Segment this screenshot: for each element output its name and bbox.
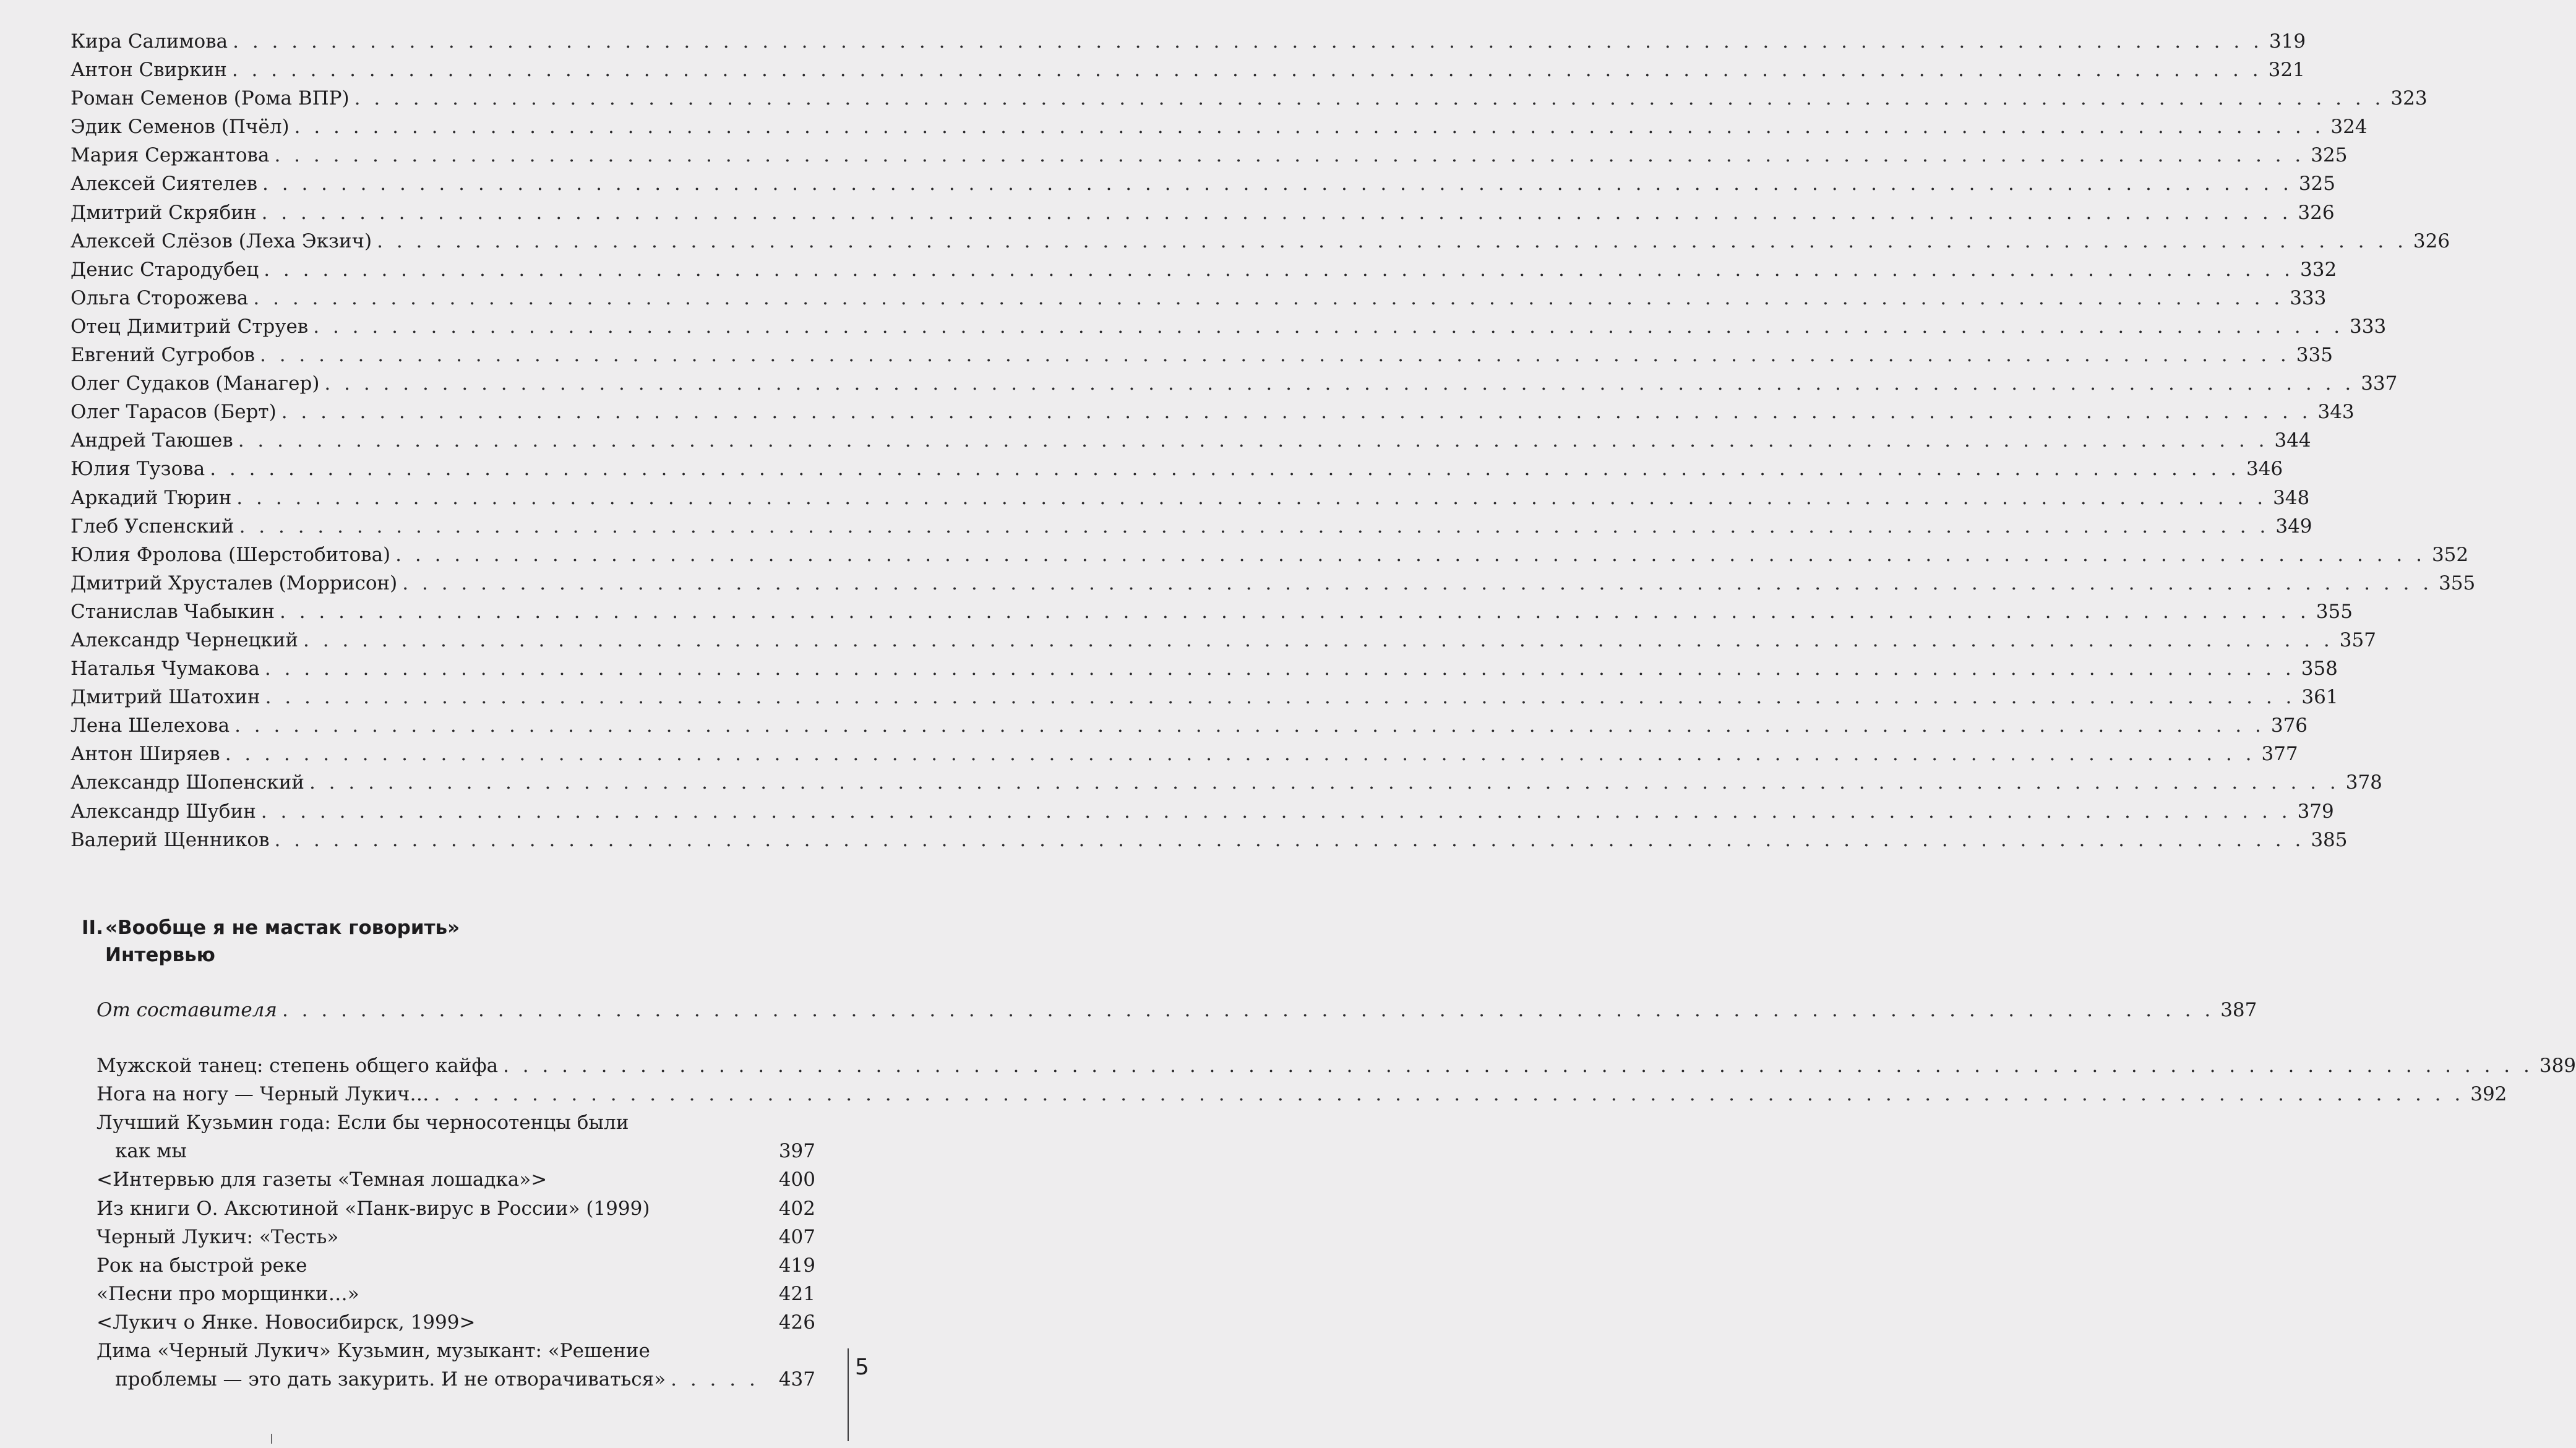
toc-entry xyxy=(71,227,2450,255)
leader-dots: . . . . . . . . . . . . . . . . . . . . . . . . . . . . . . . . . . . . . . . . . . . . . . . . . . . . . . . . . . . . . . . . . . . . . . . . . . . . . . . . . . . . . . . . . . . . . . . . . . . . . . . . xyxy=(261,201,2292,224)
toc-entry-title: Антон Ширяев xyxy=(71,743,220,766)
toc-entry-title: Александр Шубин xyxy=(71,800,256,823)
toc-entry xyxy=(97,1308,815,1337)
leader-dots: . . . . . . . . . . . . . . . . . . . . . . . . . . . . . . . . . . . . . . . . . . . . . . . . . . . . . . . . . . . . . . . . . . . . . . . . . . . . . . . . . . . . . . . . . . . . . . . . . . . . . . . . xyxy=(260,344,2290,367)
leader-dots: . . . . . . . . . . . . . . . . . . . . . . . . . . . . . . . . . . . . . . . . . . . . . . . . . . . . . . . . . . . . . . . . . . . . . . . . . . . . . . . . . . . . . . . . . . . . . . . . . . . . . . . . xyxy=(236,486,2267,509)
leader-dots: . . . . . . . . . . . . . . . . . . . . . . . . . . . . . . . . . . . . . . . . . . . . . . . . . . . . . . . . . . . . . . . . . . . . . . . . . . . . . . . . . . . . . . . . . . . . . . . . . . . . . . . . xyxy=(324,372,2355,395)
toc-entry xyxy=(97,1251,815,1280)
toc-entry-page: 377 xyxy=(2261,743,2298,766)
leader-dots: . . . . . . . . . . . . . . . . . . . . . . . . . . . . . . . . . . . . . . . . . . . . . . . . . . . . . . . . . . . . . . . . . . . . . . . . . . . . . . . . . . . . . . . . . . . . . . . . . . . . . . . . xyxy=(239,515,2270,538)
leader-dots: . . . . . . . . . . . . . . . . . . . . . . . . . . . . . . . . . . . . . . . . . . . . . . . . . . . . . . . . . . . . . . . . . . . . . . . . . . . . . . . . . . . . . . . . . . . . . . . . . . . . . . . . xyxy=(354,87,2385,110)
toc-entry-page: 358 xyxy=(2301,658,2338,680)
toc-entry-page: 361 xyxy=(2301,686,2338,709)
leader-dots: . . . . . . . . . . . . . . . . . . . . . . . . . . . . . . . . . . . . . . . . . . . . . . . . . . . . . . . . . . . . . . . . . . . . . . . . . . . . . . . . . . . . . . . . . . . . . . . . . . . . . . . . xyxy=(264,658,2295,680)
toc-entry-page: 376 xyxy=(2270,714,2308,737)
toc-entry xyxy=(71,255,2337,284)
toc-entry-title: Валерий Щенников xyxy=(71,828,270,851)
toc-entry-title: Александр Чернецкий xyxy=(71,628,298,651)
toc-entry-title: «Песни про морщинки…» xyxy=(97,1282,359,1305)
toc-group-a xyxy=(97,1052,2576,1108)
toc-entry-title: Андрей Таюшев xyxy=(71,429,233,452)
toc-entry xyxy=(71,797,2334,826)
toc-entry xyxy=(71,199,2335,227)
toc-entry xyxy=(71,84,2428,113)
toc-entry-title-continued: проблемы — это дать закурить. И не отворачиваться» xyxy=(115,1368,666,1391)
toc-entry-page: 323 xyxy=(2390,87,2428,110)
toc-entry-title: Нога на ногу — Черный Лукич… xyxy=(97,1083,429,1106)
toc-entry-page: 397 xyxy=(778,1140,815,1163)
section-number: II. xyxy=(82,917,103,939)
toc-entry-title: Евгений Сугробов xyxy=(71,344,255,367)
toc-entry-title: <Интервью для газеты «Темная лошадка»> xyxy=(97,1168,547,1191)
leader-dots: . . . . . . . . . . . . . . . . . . . . . . . . . . . . . . . . . . . . . . . . . . . . . . . . . . . . . . . . . . . . . . . . . . . . . . . . . . . . . . . . . . . . . . . . . . . . . . . . . . . . . . . . xyxy=(395,543,2426,566)
toc-entry-page: 400 xyxy=(778,1168,815,1191)
toc-entry-page: 437 xyxy=(778,1368,815,1391)
toc-entry xyxy=(71,512,2312,541)
toc-entry xyxy=(71,369,2398,398)
toc-entry-page: 392 xyxy=(2470,1083,2507,1106)
toc-entry xyxy=(71,312,2387,341)
leader-dots: . . . . . . . . . . . . . . . . . . . . . . . . . . . . . . . . . . . . . . . . . . . . . . . . . . . . . . . . . . . . . . . . . . . . . . . . . . . . . . . . . . . . . . . . . . . . . . . . . . . xyxy=(281,999,2215,1021)
toc-entry-page: 379 xyxy=(2297,800,2334,823)
toc-entry-title: Алексей Слёзов (Леха Экзич) xyxy=(71,229,372,252)
leader-dots: . . . . . . . . . . . . . . . . . . . . . . . . . . . . . . . . . . . . . . . . . . . . . . . . . . . . . . . . . . . . . . . . . . . . . . . . . . . . . . . . . . . . . . . . . . . . . . . . . . . . . . . . xyxy=(274,144,2305,167)
toc-entry-page: 325 xyxy=(2311,144,2348,167)
toc-entry-page: 333 xyxy=(2290,286,2327,309)
toc-entry xyxy=(71,113,2368,141)
section-title: «Вообще я не мастак говорить» xyxy=(105,917,460,939)
toc-entry-page: 326 xyxy=(2298,201,2335,224)
toc-entry-title: Юлия Тузова xyxy=(71,458,205,481)
toc-entry xyxy=(71,169,2335,198)
leader-dots: . . . . . . . . . . . . . . . . . . . . . . . . . . . . . . . . . . . . . . . . . . . . . . . . . . . . . . . . . . . . . . . . . . . . . . . . . . . . . . . . . . . . . . . . . . . . . . . . . . . . . . . . xyxy=(309,771,2340,794)
toc-entry-title: <Лукич о Янке. Новосибирск, 1999> xyxy=(97,1311,476,1334)
toc-entry-title: Роман Семенов (Рома ВПР) xyxy=(71,87,350,110)
toc-entry-page: 335 xyxy=(2296,344,2333,367)
leader-dots: . . . . . . . . . . . . . . . . . . . . . . . . . . . . . . . . . . . . . . . . . . . . . . . . . . . . . . . . . . . . . . . . . . . . . . . . . . . . . . . . . . . . . . . . . . . . . . . . . . . . . . . . xyxy=(294,116,2325,139)
page-number: 5 xyxy=(855,1355,869,1380)
leader-dots: . . . . . . . . . . . . . . . . . . . . . . . . . . . . . . . . . . . . . . . . . . . . . . . . . . . . . . . . . . . . . . . . . . . . . . . . . . . . . . . . . . . . . . . . . . . . . . . . . . . . . . . . xyxy=(503,1055,2533,1077)
leader-dots: . . . . . . . . . . . . . . . . . . . . . . . . . . . . . . . . . . . . . . . . . . . . . . . . . . . . . . . . . . . . . . . . . . . . . . . . . . . . . . . . . . . . . . . . . . . . . . . . . . . . . . . . xyxy=(280,600,2310,623)
toc-entry xyxy=(71,626,2376,654)
toc-entry xyxy=(71,141,2348,169)
leader-dots: . . . . . . . . . . . . . . . . . . . . . . . . . . . . . . . . . . . . . . . . . . . . . . . . . . . . . . . . . . . . . . . . . . . . . . . . . . . . . . . . . . . . . . . . . . . . . . . . . . . . . . . . xyxy=(260,800,2291,823)
toc-entry-page: 332 xyxy=(2300,258,2337,281)
toc-entry-page: 355 xyxy=(2316,600,2353,623)
toc-entry-page: 337 xyxy=(2361,372,2398,395)
toc-entry-last-line1 xyxy=(97,1337,815,1365)
toc-entry-page: 326 xyxy=(2413,229,2450,252)
toc-entry xyxy=(71,598,2353,626)
leader-dots: . . . . . . . . . . . . . . . . . . . . . . . . . . . . . . . . . . . . . . . . . . . . . . . . . . . . . . . . . . . . . . . . . . . . . . . . . . . . . . . . . . . . . . . . . . . . . . . . . . . . . . . . xyxy=(377,229,2407,252)
leader-dots: . . . . . . . . . . . . . . . . . . . . . . . . . . . . . . . . . . . . . . . . . . . . . . . . . . . . . . . . . . . . . . . . . . . . . . . . . . . . . . . . . . . . . . . . . . . . . . . . . . . . . . . . xyxy=(434,1083,2465,1106)
toc-entry-page: 325 xyxy=(2298,173,2335,195)
toc-entry-page: 402 xyxy=(778,1197,815,1220)
toc-entry-page: 378 xyxy=(2345,771,2382,794)
toc-entry-page: 348 xyxy=(2273,486,2310,509)
toc-entry-page: 426 xyxy=(778,1311,815,1334)
leader-dots: . . . . . . . . . . . . . . . . . . . . . . . . . . . . . . . . . . . . . . . . . . . . . . . . . . . . . . . . . . . . . . . . . . . . . . . . . . . . . . . . . . . . . . . . . . . . . . . . . . . . . . . . xyxy=(225,743,2256,766)
toc-entry-foreword xyxy=(97,996,2257,1024)
toc-entry-page: 346 xyxy=(2246,458,2283,481)
leader-dots: . . . . . . . . . . . . . . . . . . . . . . . . . . . . . . . . . . . . . . . . . . . . . . . . . . . . . . . . . . . . . . . . . . . . . . . . . . . . . . . . . . . . . . . . . . . . . . . . . . . . . . . . xyxy=(231,59,2262,82)
toc-entry-title: Алексей Сиятелев xyxy=(71,173,258,195)
toc-entry-title: Мария Сержантова xyxy=(71,144,270,167)
toc-entry xyxy=(71,654,2338,683)
toc-entry xyxy=(71,569,2476,598)
leader-dots: . . . . . . . . . . . . . . . . . . . . . . . . . . . . . . . . . . . . . . . . . . . . . . . . . . . . . . . . . . . . . . . . . . . . . . . . . . . . . . . . . . . . . . . . . . . . . . . . . . . . . . . . xyxy=(238,429,2269,452)
section-heading xyxy=(82,914,460,969)
leader-dots: . . . . . . . . . . . . . . . . . . . . . . . . . . . . . . . . . . . . . . . . . . . . . . . . . . . . . . . . . . . . . . . . . . . . . . . . . . . . . . . . . . . . . . . . . . . . . . . . . . . . . . . . xyxy=(274,828,2305,851)
leader-dots: . . . . . . . . . . . . . . . . . . . . . . . . . . . . . . . . . . . . . . . . . . . . . . . . . . . . . . . . . . . . . . . . . . . . . . . . . . . . . . . . . . . . . . . . . . . . . . . . . . . . . . . . xyxy=(313,315,2344,338)
toc-entry-title: Из книги О. Аксютиной «Панк-вирус в России» (1999) xyxy=(97,1197,650,1220)
toc-entry-page: 419 xyxy=(778,1254,815,1277)
toc-entry xyxy=(71,56,2305,84)
toc-entry-title: Дмитрий Скрябин xyxy=(71,201,257,224)
folio-rule xyxy=(848,1348,849,1441)
table-of-contents-part-2 xyxy=(97,996,2576,1394)
toc-entry-title: Глеб Успенский xyxy=(71,515,234,538)
toc-entry-title: Лучший Кузьмин года: Если бы черносотенцы были xyxy=(97,1112,629,1134)
toc-entry-long-line2 xyxy=(97,1137,815,1165)
toc-entry-last-line2 xyxy=(97,1365,815,1394)
margin-tick xyxy=(271,1434,272,1444)
toc-entry xyxy=(71,398,2355,426)
toc-entry xyxy=(71,683,2338,711)
leader-dots: . . . . . . . . . . . . . . . . . . . . . . . . . . . . . . . . . . . . . . . . . . . . . . . . . . . . . . . . . . . . . . . . . . . . . . . . . . . . . . . . . . . . . . . . . . . . . . . . . . . . . . . . xyxy=(281,401,2312,424)
toc-entry xyxy=(71,740,2298,768)
section-subtitle: Интервью xyxy=(105,944,215,966)
toc-entry-page: 321 xyxy=(2268,59,2305,82)
leader-dots: . . . . . . . . . . . . . . . . . . . . . . . . . . . . . . . . . . . . . . . . . . . . . . . . . . . . . . . . . . . . . . . . . . . . . . . . . . . . . . . . . . . . . . . . . . . . . . . . . . . . . . . . xyxy=(210,458,2240,481)
toc-entry-page: 344 xyxy=(2274,429,2311,452)
table-of-contents-part-1 xyxy=(71,27,2476,854)
toc-entry-page: 352 xyxy=(2431,543,2469,566)
toc-entry-page: 387 xyxy=(2220,999,2257,1021)
toc-entry xyxy=(97,1052,2576,1080)
toc-entry-page: 407 xyxy=(778,1225,815,1248)
toc-entry xyxy=(97,1280,815,1308)
toc-entry xyxy=(71,341,2333,369)
toc-entry-title: Дмитрий Шатохин xyxy=(71,686,260,709)
leader-dots: . . . . . . . . . . . . . . . . . . . . . . . . . . . . . . . . . . . . . . . . . . . . . . . . . . . . . . . . . . . . . . . . . . . . . . . . . . . . . . . . . . . . . . . . . . . . . . . . . . . . . . . . xyxy=(264,258,2294,281)
toc-entry-title: Александр Шопенский xyxy=(71,771,304,794)
toc-entry-title: Наталья Чумакова xyxy=(71,658,260,680)
toc-entry-title: Черный Лукич: «Тесть» xyxy=(97,1225,339,1248)
toc-entry xyxy=(71,426,2311,455)
leader-dots: . . . . . . . . . . . . . . . . . . . . . . . . . . . . . . . . . . . . . . . . . . . . . . . . . . . . . . . . . . . . . . . . . . . . . . . . . . . . . . . . . . . . . . . . . . . . . . . . . . . . . . . . xyxy=(253,286,2284,309)
leader-dots: . . . . . . . . . . . . . . . . . . . . . . . . . . . . . . . . . . . . . . . . . . . . . . . . . . . . . . . . . . . . . . . . . . . . . . . . . . . . . . . . . . . . . . . . . . . . . . . . . . . . . . . . xyxy=(262,173,2293,195)
toc-entry-title: Дима «Черный Лукич» Кузьмин, музыкант: «Решение xyxy=(97,1340,650,1363)
leader-dots: . . . . . . . . . . . . . . . . . . . . . . . . . . . . . . . . . . . . . . . . . . . . . . . . . . . . . . . . . . . . . . . . . . . . . . . . . . . . . . . . . . . . . . . . . . . . . . . . . . . . . . . . xyxy=(303,628,2333,651)
toc-entry-title: Антон Свиркин xyxy=(71,59,227,82)
toc-entry xyxy=(71,826,2348,854)
toc-entry-long-line1 xyxy=(97,1108,815,1137)
toc-entry-title: Эдик Семенов (Пчёл) xyxy=(71,116,290,139)
leader-dots: . . . . . . . . . . . . . . . . . . . . . . . . . . . . . . . . . . . . . . . . . . . . . . . . . . . . . . . . . . . . . . . . . . . . . . . . . . . . . . . . . . . . . . . . . . . . . . . . . . . . . . . . xyxy=(402,572,2433,594)
toc-entry-title: Рок на быстрой реке xyxy=(97,1254,307,1277)
toc-entry xyxy=(71,768,2382,797)
toc-entry-title: Ольга Сторожева xyxy=(71,286,249,309)
toc-entry xyxy=(71,27,2306,56)
toc-entry xyxy=(97,1165,815,1194)
leader-dots: . . . . . . . . . . . . . . . . . . . . . . . . . . . . . . . . . . . . . . . . . . . . . . . . . . . . . . . . . . . . . . . . . . . . . . . . . . . . . . . . . . . . . . . . . . . . . . . . . . . . . . . . xyxy=(265,686,2296,709)
toc-entry-page: 324 xyxy=(2330,116,2368,139)
toc-entry-title: Денис Стародубец xyxy=(71,258,259,281)
toc-entry-title: От составителя xyxy=(97,999,277,1021)
toc-entry-page: 421 xyxy=(778,1282,815,1305)
toc-entry-title: Станислав Чабыкин xyxy=(71,600,275,623)
toc-group-b xyxy=(97,1165,815,1251)
toc-entry-title: Юлия Фролова (Шерстобитова) xyxy=(71,543,391,566)
toc-entry-page: 349 xyxy=(2275,515,2312,538)
toc-entry-title: Олег Судаков (Манагер) xyxy=(71,372,320,395)
toc-entry-title: Олег Тарасов (Берт) xyxy=(71,401,277,424)
toc-entry xyxy=(71,284,2327,312)
toc-entry-title: Лена Шелехова xyxy=(71,714,230,737)
toc-entry-title: Мужской танец: степень общего кайфа xyxy=(97,1055,499,1077)
toc-entry xyxy=(71,541,2469,569)
toc-entry xyxy=(97,1223,815,1251)
leader-dots: . . . . . . . . . . . . . . . . . . . . . . . . . . . . . . . . . . . . . . . . . . . . . . . . . . . . . . . . . . . . . . . . . . . . . . . . . . . . . . . . . . . . . . . . . . . . . . . . . . . . . . . . xyxy=(234,714,2265,737)
toc-entry xyxy=(71,484,2310,512)
toc-entry-page: 357 xyxy=(2339,628,2376,651)
toc-entry-title: Дмитрий Хрусталев (Моррисон) xyxy=(71,572,398,594)
toc-entry xyxy=(97,1194,815,1223)
leader-dots: . . . . . xyxy=(671,1368,759,1391)
toc-entry-page: 355 xyxy=(2439,572,2476,594)
leader-dots: . . . . . . . . . . . . . . . . . . . . . . . . . . . . . . . . . . . . . . . . . . . . . . . . . . . . . . . . . . . . . . . . . . . . . . . . . . . . . . . . . . . . . . . . . . . . . . . . . . . . . . . . xyxy=(233,30,2263,53)
toc-entry-title: Кира Салимова xyxy=(71,30,228,53)
toc-entry xyxy=(71,455,2283,483)
toc-group-c xyxy=(97,1251,815,1337)
toc-entry-page: 389 xyxy=(2539,1055,2576,1077)
toc-entry xyxy=(97,1080,2507,1108)
toc-entry xyxy=(71,711,2308,740)
toc-entry-title-continued: как мы xyxy=(115,1140,187,1163)
toc-entry-page: 333 xyxy=(2350,315,2387,338)
toc-entry-title: Отец Димитрий Струев xyxy=(71,315,309,338)
toc-entry-page: 319 xyxy=(2269,30,2306,53)
toc-entry-page: 343 xyxy=(2317,401,2355,424)
toc-entry-title: Аркадий Тюрин xyxy=(71,486,232,509)
toc-entry-page: 385 xyxy=(2311,828,2348,851)
